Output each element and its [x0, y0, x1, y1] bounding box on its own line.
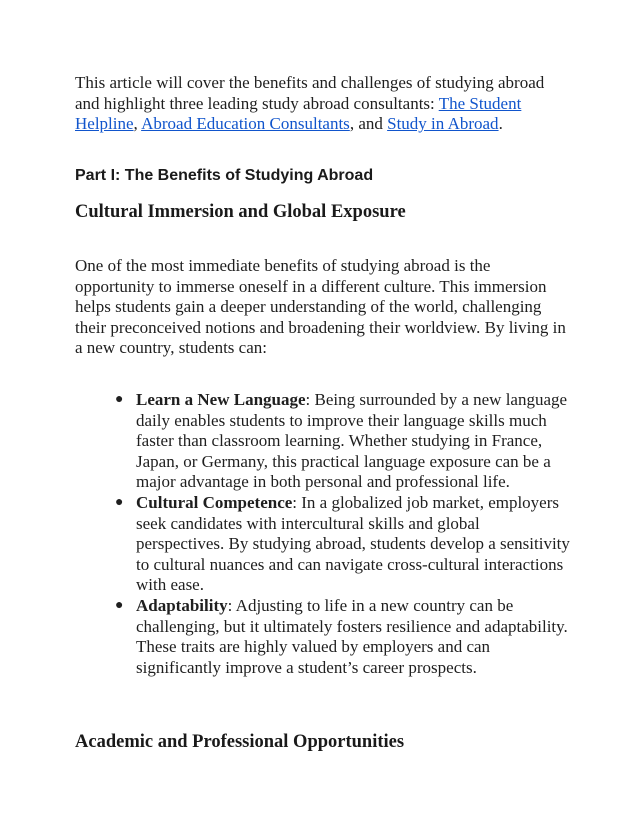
bullet-icon: ● [115, 494, 124, 510]
link-study-in-abroad[interactable]: Study in Abroad [387, 114, 499, 134]
intro-separator: , [133, 114, 142, 134]
list-item [112, 493, 572, 596]
intro-paragraph [75, 73, 573, 135]
list-item-title: Adaptability [136, 595, 228, 615]
section-heading-cultural-immersion: Cultural Immersion and Global Exposure [75, 202, 406, 222]
list-item [112, 390, 572, 493]
intro-text: This article will cover the benefits and challenges of studying abroad and highlight three leading study abroad consultants: [75, 73, 545, 113]
link-abroad-education-consultants[interactable]: Abroad Education Consultants [141, 114, 350, 134]
benefits-list [112, 390, 572, 678]
list-item [112, 596, 572, 678]
intro-end: . [498, 114, 503, 134]
section-paragraph: One of the most immediate benefits of studying abroad is the opportunity to immerse oneself in a different culture. This immersion helps students gain a deeper understanding of the world, challenging their preconceived notions and broadening their worldview. By living in a new country, students can: [75, 256, 566, 358]
intro-separator: , and [349, 114, 388, 134]
list-item-text: : In a globalized job market, employers seek candidates with intercultural skills and global perspectives. By studying abroad, students develop a sensitivity to cultural nuances and can navigate cross-cultural interactions with ease. [136, 492, 570, 595]
bullet-icon: ● [115, 392, 124, 407]
bullet-icon: ● [115, 597, 124, 613]
section-heading-academic-opportunities: Academic and Professional Opportunities [75, 732, 405, 752]
list-item-text: : Adjusting to life in a new country can be challenging, but it ultimately fosters resilience and adaptability. These traits are highly valued by employers and can significantly improve a student’s career prospects. [136, 595, 568, 677]
link-the-student-helpline[interactable]: The Student Helpline [75, 93, 522, 134]
list-item-text: : Being surrounded by a new language daily enables students to improve their language skills much faster than classroom learning. Whether studying in France, Japan, or Germany, this practical language exposure can be a major advantage in both personal and professional life. [136, 390, 568, 492]
list-item-title: Cultural Competence [136, 492, 293, 512]
list-item-title: Learn a New Language [136, 390, 306, 409]
part-heading: Part I: The Benefits of Studying Abroad [75, 167, 374, 184]
